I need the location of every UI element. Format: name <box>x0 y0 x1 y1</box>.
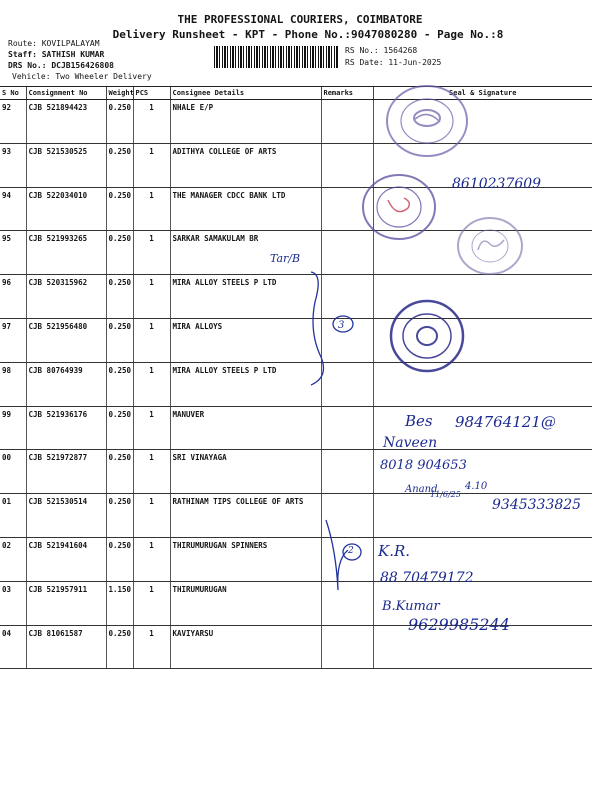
cell-weight: 0.250 <box>106 100 133 144</box>
cell-remarks <box>321 625 373 669</box>
cell-details: RATHINAM TIPS COLLEGE OF ARTS <box>170 494 321 538</box>
cell-remarks <box>321 450 373 494</box>
cell-remarks <box>321 406 373 450</box>
cell-consignment: CJB 81061587 <box>26 625 106 669</box>
cell-seal <box>373 450 592 494</box>
col-weight: Weight <box>106 87 133 100</box>
cell-consignment: CJB 80764939 <box>26 362 106 406</box>
cell-weight: 0.250 <box>106 275 133 319</box>
cell-details: NHALE E/P <box>170 100 321 144</box>
staff-label: Staff: SATHISH KUMAR <box>8 50 105 59</box>
table-row <box>0 537 592 581</box>
handwritten-date: 11/6/25 <box>430 490 461 499</box>
table-row <box>0 100 592 144</box>
col-pcs: PCS <box>133 87 170 100</box>
cell-remarks <box>321 537 373 581</box>
cell-weight: 0.250 <box>106 406 133 450</box>
handwritten-note: 2 <box>348 546 354 556</box>
cell-seal <box>373 494 592 538</box>
cell-consignment: CJB 522034010 <box>26 187 106 231</box>
cell-sno: 92 <box>0 100 26 144</box>
cell-weight: 0.250 <box>106 143 133 187</box>
cell-details: THIRUMURUGAN SPINNERS <box>170 537 321 581</box>
cell-pcs: 1 <box>133 625 170 669</box>
cell-seal <box>373 100 592 144</box>
cell-seal <box>373 275 592 319</box>
cell-sno: 95 <box>0 231 26 275</box>
drs-label: DRS No.: DCJB156426808 <box>8 61 114 70</box>
cell-consignment: CJB 521894423 <box>26 100 106 144</box>
cell-consignment: CJB 520315962 <box>26 275 106 319</box>
handwritten-name: Naveen <box>383 435 438 451</box>
col-details: Consignee Details <box>170 87 321 100</box>
cell-consignment: CJB 521993265 <box>26 231 106 275</box>
cell-pcs: 1 <box>133 450 170 494</box>
vehicle-label: Vehicle: Two Wheeler Delivery <box>12 72 152 81</box>
table-row <box>0 494 592 538</box>
col-remarks: Remarks <box>321 87 373 100</box>
cell-pcs: 1 <box>133 231 170 275</box>
cell-consignment: CJB 521957911 <box>26 581 106 625</box>
handwritten-time: 4.10 <box>465 481 488 492</box>
handwritten-name: B.Kumar <box>382 599 440 614</box>
rs-number: RS No.: 1564268 <box>345 46 418 55</box>
cell-pcs: 1 <box>133 362 170 406</box>
cell-sno: 03 <box>0 581 26 625</box>
cell-details: SARKAR SAMAKULAM BR <box>170 231 321 275</box>
handwritten-name: Anand <box>405 484 438 495</box>
table-row <box>0 450 592 494</box>
cell-details: KAVIYARSU <box>170 625 321 669</box>
barcode <box>214 46 339 68</box>
cell-remarks <box>321 143 373 187</box>
cell-consignment: CJB 521956480 <box>26 318 106 362</box>
cell-details: MIRA ALLOY STEELS P LTD <box>170 275 321 319</box>
cell-seal <box>373 318 592 362</box>
cell-details: SRI VINAYAGA <box>170 450 321 494</box>
cell-weight: 1.150 <box>106 581 133 625</box>
cell-sno: 96 <box>0 275 26 319</box>
handwritten-phone: 8018 904653 <box>380 458 467 473</box>
table-row <box>0 275 592 319</box>
col-sno: S No <box>0 87 26 100</box>
rs-date: RS Date: 11-Jun-2025 <box>345 58 442 67</box>
handwritten-phone: 88 70479172 <box>380 570 474 586</box>
cell-consignment: CJB 521972877 <box>26 450 106 494</box>
route-label: Route: KOVILPALAYAM <box>8 39 100 48</box>
cell-sno: 00 <box>0 450 26 494</box>
handwritten-name: Bes <box>405 412 433 430</box>
cell-weight: 0.250 <box>106 537 133 581</box>
cell-details: MIRA ALLOYS <box>170 318 321 362</box>
cell-sno: 04 <box>0 625 26 669</box>
cell-details: THIRUMURUGAN <box>170 581 321 625</box>
cell-sno: 99 <box>0 406 26 450</box>
cell-sno: 02 <box>0 537 26 581</box>
cell-seal <box>373 231 592 275</box>
cell-pcs: 1 <box>133 537 170 581</box>
cell-weight: 0.250 <box>106 231 133 275</box>
cell-consignment: CJB 521936176 <box>26 406 106 450</box>
cell-seal <box>373 537 592 581</box>
cell-sno: 97 <box>0 318 26 362</box>
table-row <box>0 625 592 669</box>
cell-pcs: 1 <box>133 187 170 231</box>
cell-remarks <box>321 231 373 275</box>
handwritten-note: 3 <box>338 320 345 331</box>
table-row <box>0 318 592 362</box>
cell-remarks <box>321 275 373 319</box>
cell-details: ADITHYA COLLEGE OF ARTS <box>170 143 321 187</box>
cell-consignment: CJB 521530514 <box>26 494 106 538</box>
cell-remarks <box>321 187 373 231</box>
cell-seal <box>373 187 592 231</box>
cell-remarks <box>321 581 373 625</box>
cell-details: MIRA ALLOY STEELS P LTD <box>170 362 321 406</box>
company-title: THE PROFESSIONAL COURIERS, COIMBATORE <box>177 13 423 26</box>
cell-sno: 93 <box>0 143 26 187</box>
cell-details: MANUVER <box>170 406 321 450</box>
handwritten-name: K.R. <box>378 542 411 560</box>
table-row <box>0 143 592 187</box>
cell-consignment: CJB 521530525 <box>26 143 106 187</box>
table-header-row <box>0 87 592 100</box>
cell-sno: 01 <box>0 494 26 538</box>
cell-remarks <box>321 494 373 538</box>
table-row <box>0 581 592 625</box>
cell-pcs: 1 <box>133 581 170 625</box>
cell-pcs: 1 <box>133 275 170 319</box>
cell-remarks <box>321 318 373 362</box>
cell-seal <box>373 581 592 625</box>
runsheet-table <box>0 86 592 669</box>
cell-pcs: 1 <box>133 494 170 538</box>
cell-pcs: 1 <box>133 318 170 362</box>
cell-weight: 0.250 <box>106 450 133 494</box>
cell-remarks <box>321 100 373 144</box>
cell-seal <box>373 143 592 187</box>
cell-weight: 0.250 <box>106 625 133 669</box>
cell-sno: 98 <box>0 362 26 406</box>
table-row <box>0 187 592 231</box>
cell-seal <box>373 406 592 450</box>
handwritten-phone: 9629985244 <box>408 615 510 634</box>
table-row <box>0 362 592 406</box>
cell-remarks <box>321 362 373 406</box>
cell-seal <box>373 625 592 669</box>
runsheet-title: Delivery Runsheet - KPT - Phone No.:9047080280 - Page No.:8 <box>112 28 504 41</box>
cell-seal <box>373 362 592 406</box>
cell-weight: 0.250 <box>106 187 133 231</box>
col-seal: Seal & Signature <box>373 87 592 100</box>
cell-sno: 94 <box>0 187 26 231</box>
cell-consignment: CJB 521941604 <box>26 537 106 581</box>
handwritten-phone: 9345333825 <box>492 497 582 513</box>
handwritten-phone: 984764121@ <box>455 413 556 431</box>
handwritten-note: Tar/B <box>270 252 301 265</box>
table-row <box>0 406 592 450</box>
cell-pcs: 1 <box>133 143 170 187</box>
cell-pcs: 1 <box>133 100 170 144</box>
cell-weight: 0.250 <box>106 494 133 538</box>
col-consignment: Consignment No <box>26 87 106 100</box>
cell-weight: 0.250 <box>106 362 133 406</box>
handwritten-phone: 8610237609 <box>452 176 542 192</box>
cell-pcs: 1 <box>133 406 170 450</box>
table-row <box>0 231 592 275</box>
cell-weight: 0.250 <box>106 318 133 362</box>
cell-details: THE MANAGER CDCC BANK LTD <box>170 187 321 231</box>
